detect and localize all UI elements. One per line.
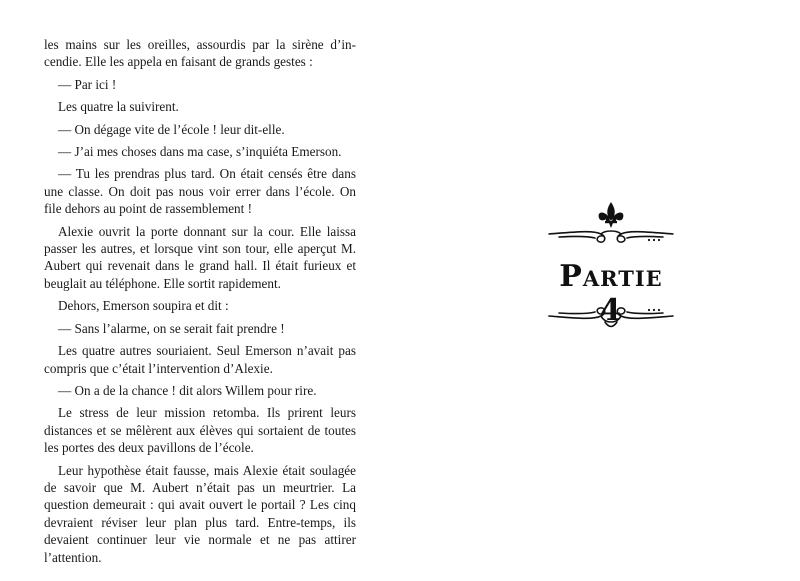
paragraph-4: — On dégage vite de l’école ! leur dit-elle. [58, 121, 285, 137]
paragraph-9: — Sans l’alarme, on se serait fait prendre ! [58, 320, 285, 336]
part-title: Partie 4 [559, 259, 663, 328]
paragraph-5: — J’ai mes choses dans ma case, s’inquiéta Emerson. [58, 144, 342, 160]
paragraph-1: les mains sur les oreilles, assourdis par la sirène d’incendie. Elle les appela en faisant de grands gestes : [44, 37, 356, 70]
part-title-page [545, 200, 677, 340]
fleur-de-lis-ornament-icon [545, 200, 677, 246]
paragraph-12: Le stress de leur mission retomba. Ils prirent leurs distances et se mêlèrent aux élèves qui sortaient de toutes les portes des deux pavillons de l’école. [44, 405, 356, 456]
paragraph-8: Dehors, Emerson soupira et dit : [58, 298, 229, 314]
paragraph-3: Les quatre la suivirent. [58, 99, 179, 115]
paragraph-6: — Tu les prendras plus tard. On était censés être dans une classe. On doit pas nous voir errer dans l’école. On file dehors au point de rassemblement ! [44, 166, 356, 217]
paragraph-10: Les quatre autres souriaient. Seul Emerson n’avait pas compris que c’était l’intervention d’Alexie. [44, 343, 356, 376]
paragraph-2: — Par ici ! [58, 76, 117, 92]
left-page-text [44, 36, 356, 571]
paragraph-11: — On a de la chance ! dit alors Willem pour rire. [58, 382, 317, 398]
paragraph-13: Leur hypothèse était fausse, mais Alexie était soulagée de savoir que M. Aubert n’était pas un meurtrier. La question demeurait : qui avait ouvert le portail ? Les cinq devraient réviser leur plan plus tard. Entre-temps, ils devaient continuer leur vie normale et ne pas attirer l’attention. [44, 462, 356, 565]
paragraph-7: Alexie ouvrit la porte donnant sur la cour. Elle laissa passer les autres, et lorsque vint son tour, elle aperçut M. Aubert qui revenait dans le grand hall. Il était furieux et beuglait au téléphone. Elle sortit rapidement. [44, 223, 356, 291]
scroll-ornament-icon [545, 306, 677, 336]
